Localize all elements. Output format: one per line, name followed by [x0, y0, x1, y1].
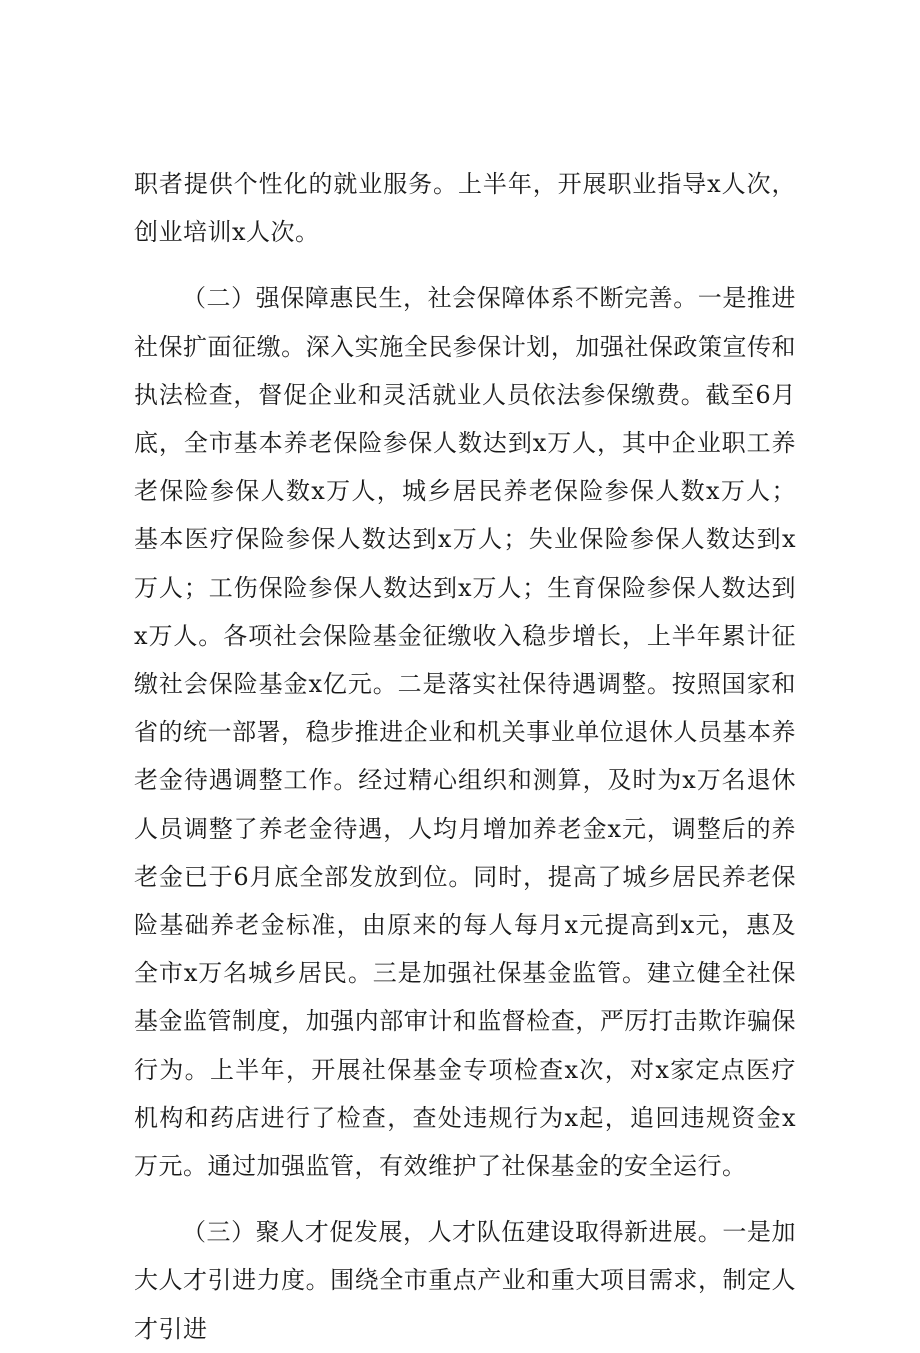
paragraph-gap	[134, 1190, 796, 1208]
paragraph-gap	[134, 256, 796, 274]
paragraph-continuation: 职者提供个性化的就业服务。上半年，开展职业指导x人次，创业培训x人次。	[134, 170, 796, 247]
paragraph-social-security: （二）强保障惠民生，社会保障体系不断完善。一是推进社保扩面征缴。深入实施全民参保计划，加强社保政策宣传和执法检查，督促企业和灵活就业人员依法参保缴费。截至6月底，全市基本养老保险参保人数达到x万人，其中企业职工养老保险参保人数x万人，城乡居民养老保险参保人数x万人；基本医疗保险参保人数达到x万人；失业保险参保人数达到x万人；工伤保险参保人数达到x万人；生育保险参保人数达到x万人。各项社会保险基金征缴收入稳步增长，上半年累计征缴社会保险基金x亿元。二是落实社保待遇调整。按照国家和省的统一部署，稳步推进企业和机关事业单位退休人员基本养老金待遇调整工作。经过精心组织和测算，及时为x万名退休人员调整了养老金待遇，人均月增加养老金x元，调整后的养老金已于6月底全部发放到位。同时，提高了城乡居民养老保险基础养老金标准，由原来的每人每月x元提高到x元，惠及全市x万名城乡居民。三是加强社保基金监管。建立健全社保基金监管制度，加强内部审计和监督检查，严厉打击欺诈骗保行为。上半年，开展社保基金专项检查x次，对x家定点医疗机构和药店进行了检查，查处违规行为x起，追回违规资金x万元。通过加强监管，有效维护了社保基金的安全运行。	[134, 284, 796, 1181]
document-body	[134, 160, 796, 1353]
paragraph-talent: （三）聚人才促发展，人才队伍建设取得新进展。一是加大人才引进力度。围绕全市重点产业和重大项目需求，制定人才引进	[134, 1218, 796, 1343]
